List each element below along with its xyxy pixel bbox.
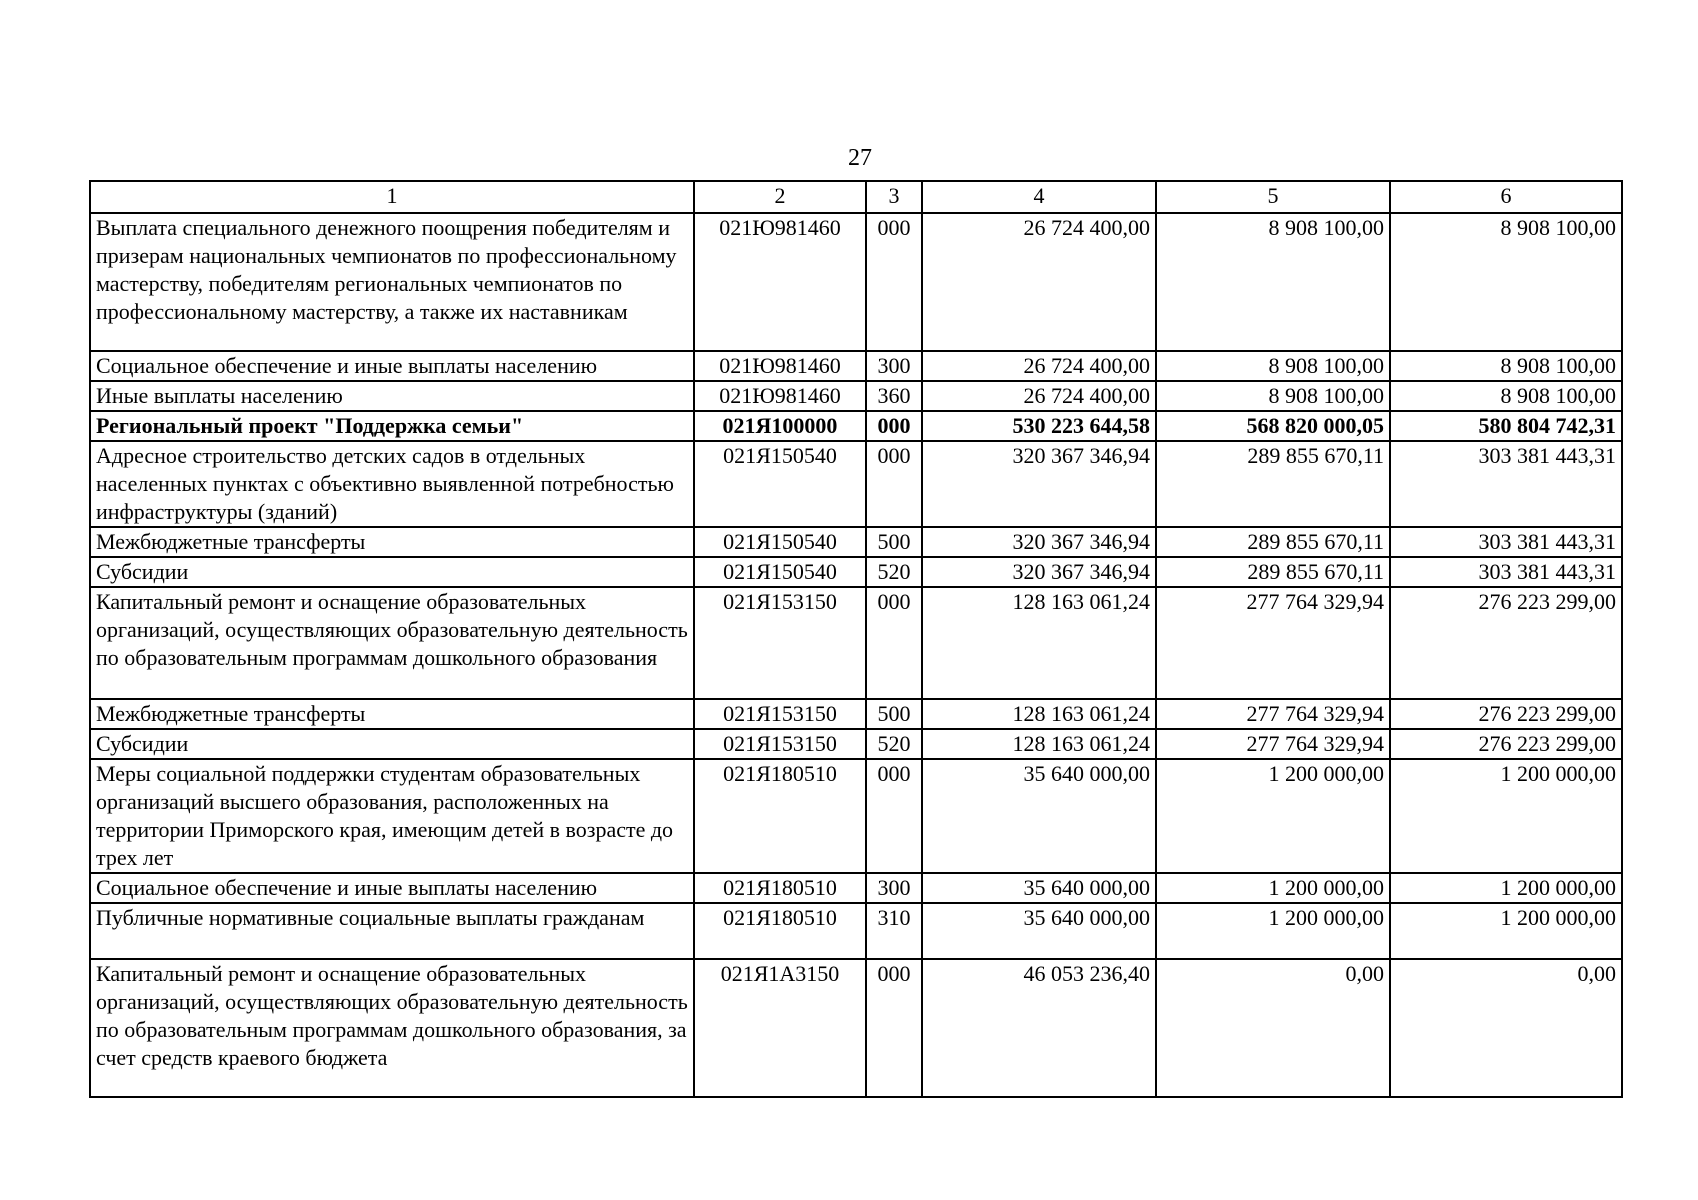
row-value-col6: 1 200 000,00 [1390,903,1622,959]
row-code-cell: 021Я1А3150 [694,959,866,1097]
row-name-cell: Субсидии [90,557,694,587]
row-value-col5: 277 764 329,94 [1156,729,1390,759]
table-row [90,557,1622,587]
row-name-cell: Выплата специального денежного поощрения победителям и призерам национальных чемпионатов по профессиональному мастерству, победителям региональных чемпионатов по профессиональному мастерству, а также их наставникам [90,213,694,351]
row-value-col4: 35 640 000,00 [922,903,1156,959]
row-type-cell: 500 [866,527,922,557]
row-value-col5: 1 200 000,00 [1156,759,1390,873]
row-code-cell: 021Я153150 [694,699,866,729]
row-value-col4: 26 724 400,00 [922,213,1156,351]
row-name-cell: Меры социальной поддержки студентам образовательных организаций высшего образования, расположенных на территории Приморского края, имеющим детей в возрасте до трех лет [90,759,694,873]
table-row [90,351,1622,381]
row-type-cell: 000 [866,411,922,441]
row-code-cell: 021Я153150 [694,729,866,759]
row-value-col4: 320 367 346,94 [922,527,1156,557]
row-value-col4: 530 223 644,58 [922,411,1156,441]
row-value-col6: 1 200 000,00 [1390,873,1622,903]
row-value-col4: 46 053 236,40 [922,959,1156,1097]
table-row [90,959,1622,1097]
row-code-cell: 021Я100000 [694,411,866,441]
row-value-col5: 289 855 670,11 [1156,441,1390,527]
row-value-col6: 8 908 100,00 [1390,381,1622,411]
row-code-cell: 021Я153150 [694,587,866,699]
row-name-cell: Адресное строительство детских садов в отдельных населенных пунктах с объективно выявленной потребностью инфраструктуры (зданий) [90,441,694,527]
row-type-cell: 310 [866,903,922,959]
column-header-4: 4 [922,181,1156,213]
row-code-cell: 021Ю981460 [694,213,866,351]
row-code-cell: 021Я150540 [694,557,866,587]
column-header-3: 3 [866,181,922,213]
column-header-1: 1 [90,181,694,213]
row-type-cell: 520 [866,557,922,587]
row-value-col4: 320 367 346,94 [922,441,1156,527]
row-value-col4: 128 163 061,24 [922,729,1156,759]
table-row [90,759,1622,873]
row-code-cell: 021Ю981460 [694,351,866,381]
table-row [90,441,1622,527]
table-row [90,411,1622,441]
table-row [90,381,1622,411]
row-value-col6: 276 223 299,00 [1390,587,1622,699]
row-value-col5: 289 855 670,11 [1156,527,1390,557]
row-name-cell: Капитальный ремонт и оснащение образовательных организаций, осуществляющих образовательную деятельность по образовательным программам дошкольного образования [90,587,694,699]
table-row [90,213,1622,351]
table-row [90,587,1622,699]
row-type-cell: 000 [866,441,922,527]
page-number: 27 [848,145,872,171]
row-value-col6: 303 381 443,31 [1390,557,1622,587]
row-value-col4: 35 640 000,00 [922,873,1156,903]
row-type-cell: 000 [866,587,922,699]
row-value-col6: 276 223 299,00 [1390,729,1622,759]
row-value-col5: 277 764 329,94 [1156,587,1390,699]
row-value-col5: 1 200 000,00 [1156,903,1390,959]
row-value-col5: 568 820 000,05 [1156,411,1390,441]
table-row [90,527,1622,557]
row-value-col5: 8 908 100,00 [1156,381,1390,411]
column-header-6: 6 [1390,181,1622,213]
row-name-cell: Иные выплаты населению [90,381,694,411]
header-row [90,181,1622,213]
column-header-2: 2 [694,181,866,213]
row-value-col4: 26 724 400,00 [922,351,1156,381]
row-value-col6: 303 381 443,31 [1390,441,1622,527]
row-name-cell: Капитальный ремонт и оснащение образовательных организаций, осуществляющих образовательную деятельность по образовательным программам дошкольного образования, за счет средств краевого бюджета [90,959,694,1097]
row-type-cell: 300 [866,351,922,381]
row-name-cell: Межбюджетные трансферты [90,527,694,557]
row-value-col6: 580 804 742,31 [1390,411,1622,441]
row-type-cell: 300 [866,873,922,903]
row-value-col5: 8 908 100,00 [1156,351,1390,381]
row-name-cell: Межбюджетные трансферты [90,699,694,729]
row-type-cell: 000 [866,959,922,1097]
row-value-col4: 320 367 346,94 [922,557,1156,587]
row-code-cell: 021Я180510 [694,759,866,873]
row-code-cell: 021Я150540 [694,441,866,527]
row-value-col6: 276 223 299,00 [1390,699,1622,729]
row-name-cell: Социальное обеспечение и иные выплаты населению [90,351,694,381]
row-value-col5: 1 200 000,00 [1156,873,1390,903]
row-value-col4: 128 163 061,24 [922,587,1156,699]
row-value-col6: 1 200 000,00 [1390,759,1622,873]
table-header [90,181,1622,213]
row-value-col6: 303 381 443,31 [1390,527,1622,557]
table-row [90,903,1622,959]
row-value-col5: 289 855 670,11 [1156,557,1390,587]
row-value-col6: 0,00 [1390,959,1622,1097]
table-row [90,729,1622,759]
row-value-col6: 8 908 100,00 [1390,351,1622,381]
row-value-col4: 35 640 000,00 [922,759,1156,873]
table-body [90,213,1622,1097]
row-name-cell: Региональный проект "Поддержка семьи" [90,411,694,441]
table-row [90,699,1622,729]
row-type-cell: 360 [866,381,922,411]
row-code-cell: 021Ю981460 [694,381,866,411]
row-type-cell: 000 [866,759,922,873]
row-type-cell: 500 [866,699,922,729]
row-type-cell: 520 [866,729,922,759]
row-code-cell: 021Я180510 [694,873,866,903]
row-value-col5: 277 764 329,94 [1156,699,1390,729]
row-value-col4: 26 724 400,00 [922,381,1156,411]
row-value-col5: 0,00 [1156,959,1390,1097]
row-value-col4: 128 163 061,24 [922,699,1156,729]
column-header-5: 5 [1156,181,1390,213]
row-value-col6: 8 908 100,00 [1390,213,1622,351]
row-type-cell: 000 [866,213,922,351]
budget-table [89,180,1623,1098]
row-name-cell: Публичные нормативные социальные выплаты гражданам [90,903,694,959]
row-name-cell: Социальное обеспечение и иные выплаты населению [90,873,694,903]
table-row [90,873,1622,903]
row-name-cell: Субсидии [90,729,694,759]
row-code-cell: 021Я150540 [694,527,866,557]
row-value-col5: 8 908 100,00 [1156,213,1390,351]
row-code-cell: 021Я180510 [694,903,866,959]
